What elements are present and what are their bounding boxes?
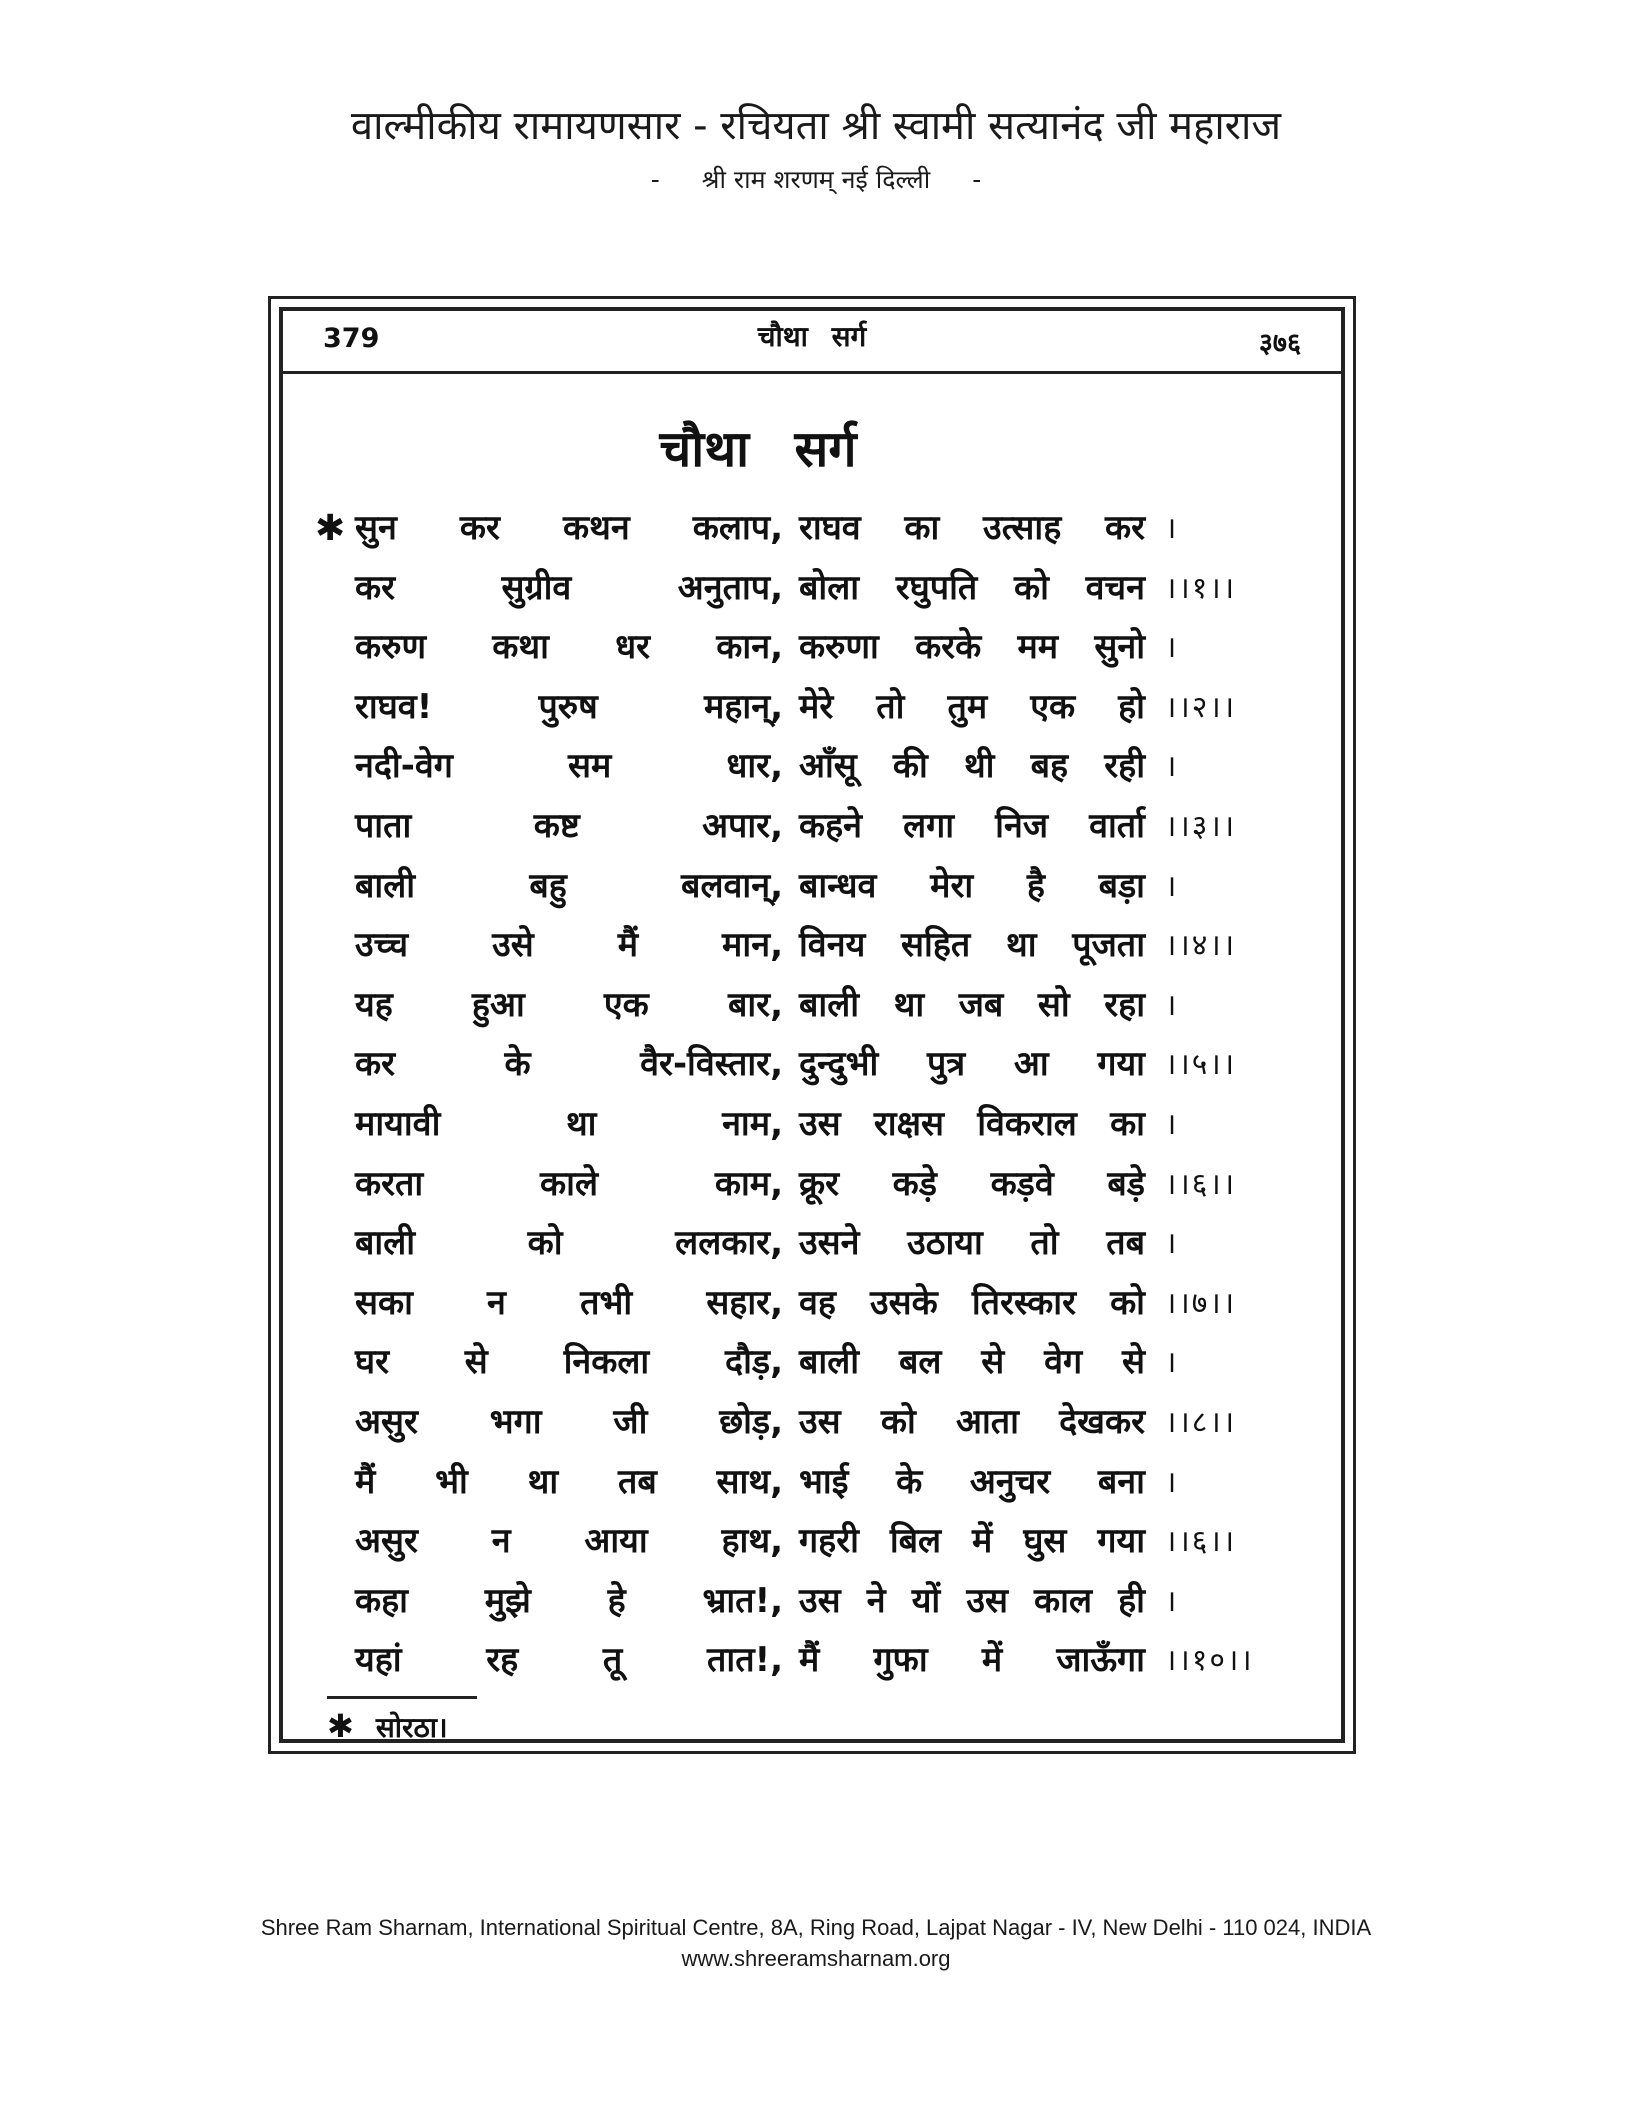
book-subtitle	[0, 160, 1632, 200]
verse-first-half: सका न तभी सहार,	[355, 1282, 783, 1323]
verse-first-half: करता काले काम,	[355, 1163, 783, 1204]
verse-number: ।।६।।	[1165, 1524, 1237, 1560]
footer-website: www.shreeramsharnam.org	[681, 1946, 951, 1971]
verse-line	[315, 737, 1325, 797]
verse-first-half: यहां रह तू तात!,	[355, 1640, 783, 1681]
footnote-divider	[327, 1696, 477, 1699]
footer-address: Shree Ram Sharnam, International Spiritual Centre, 8A, Ring Road, Lajpat Nagar - IV, New Delhi - 110 024, INDIA	[260, 1915, 1372, 1940]
verse-number: ।	[1165, 749, 1179, 785]
verse-number: ।।१।।	[1165, 570, 1237, 606]
verse-line	[315, 916, 1325, 976]
subtitle-dash-right: -	[972, 165, 982, 194]
verse-number: ।	[1165, 630, 1179, 666]
footnote-asterisk-icon: ✱	[327, 1707, 354, 1745]
verse-number: ।	[1165, 1226, 1179, 1262]
verse-first-half: कर के वैर-विस्तार,	[355, 1044, 783, 1085]
verse-number: ।	[1165, 1106, 1179, 1142]
verse-number: ।।६।।	[1165, 1166, 1237, 1202]
verse-first-half: उच्च उसे मैं मान,	[355, 925, 783, 966]
verse-first-half: बाली बहु बलवान्,	[355, 865, 783, 906]
verse-line	[315, 797, 1325, 857]
page-number-arabic: 379	[323, 323, 380, 354]
verse-first-half: घर से निकला दौड़,	[355, 1342, 783, 1383]
verse-number: ।	[1165, 868, 1179, 904]
verse-line	[315, 678, 1325, 738]
running-head	[283, 311, 1341, 374]
verse-line	[315, 618, 1325, 678]
verse-number: ।।४।।	[1165, 928, 1237, 964]
verse-second-half: करुणा करके मम सुनो	[799, 627, 1145, 668]
verse-second-half: उसने उठाया तो तब	[799, 1223, 1145, 1264]
verse-number: ।	[1165, 1464, 1179, 1500]
verse-number: ।	[1165, 1583, 1179, 1619]
verse-line	[315, 1572, 1325, 1632]
verse-second-half: विनय सहित था पूजता	[799, 925, 1145, 966]
verse-line	[315, 976, 1325, 1036]
verse-line	[315, 1512, 1325, 1572]
verse-number: ।।८।।	[1165, 1404, 1237, 1440]
verse-asterisk-icon: ✱	[315, 508, 346, 549]
verse-line	[315, 559, 1325, 619]
page-frame-inner	[279, 307, 1345, 1743]
verse-second-half: क्रूर कड़े कड़वे बड़े	[799, 1163, 1145, 1204]
verse-first-half: सुन कर कथन कलाप,	[355, 508, 783, 548]
verse-line	[315, 1333, 1325, 1393]
verse-first-half: कर सुग्रीव अनुताप,	[355, 567, 783, 608]
verse-number: ।।५।।	[1165, 1047, 1237, 1083]
verse-second-half: कहने लगा निज वार्ता	[799, 805, 1145, 846]
verse-line	[315, 857, 1325, 917]
verse-second-half: भाई के अनुचर बना	[799, 1461, 1145, 1502]
verse-second-half: उस को आता देखकर	[799, 1401, 1145, 1442]
verse-second-half: वह उसके तिरस्कार को	[799, 1282, 1145, 1323]
verse-first-half: राघव! पुरुष महान्,	[355, 686, 783, 727]
chapter-title: चौथा सर्ग	[659, 420, 857, 478]
verse-number: ।	[1165, 987, 1179, 1023]
subtitle-dash-left: -	[650, 165, 660, 194]
verse-list	[315, 499, 1325, 1691]
verse-second-half: गहरी बिल में घुस गया	[799, 1521, 1145, 1562]
verse-first-half: मायावी था नाम,	[355, 1103, 783, 1144]
verse-first-half: असुर भगा जी छोड़,	[355, 1401, 783, 1442]
verse-second-half: राघव का उत्साह कर	[799, 508, 1145, 548]
verse-line	[315, 1393, 1325, 1453]
verse-second-half: बोला रघुपति को वचन	[799, 567, 1145, 608]
subtitle-text: श्री राम शरणम् नई दिल्ली	[701, 165, 931, 194]
verse-line	[315, 1095, 1325, 1155]
verse-first-half: यह हुआ एक बार,	[355, 984, 783, 1025]
verse-second-half: बाली था जब सो रहा	[799, 984, 1145, 1025]
verse-number: ।।२।।	[1165, 689, 1237, 725]
verse-second-half: उस ने यों उस काल ही	[799, 1580, 1145, 1621]
verse-second-half: मेरे तो तुम एक हो	[799, 686, 1145, 727]
verse-first-half: पाता कष्ट अपार,	[355, 805, 783, 846]
verse-number: ।	[1165, 511, 1179, 546]
verse-first-half: करुण कथा धर कान,	[355, 627, 783, 668]
verse-line	[315, 499, 1325, 559]
running-head-chapter: चौथा सर्ग	[757, 320, 867, 353]
verse-line	[315, 1155, 1325, 1215]
verse-line	[315, 1035, 1325, 1095]
verse-second-half: दुन्दुभी पुत्र आ गया	[799, 1044, 1145, 1085]
verse-line	[315, 1274, 1325, 1334]
verse-second-half: मैं गुफा में जाऊँगा	[799, 1640, 1145, 1681]
verse-number: ।।३।।	[1165, 808, 1237, 844]
footnote-text: सोरठा।	[375, 1711, 448, 1744]
verse-number: ।।७।।	[1165, 1285, 1237, 1321]
verse-first-half: नदी-वेग सम धार,	[355, 746, 783, 787]
verse-first-half: बाली को ललकार,	[355, 1223, 783, 1264]
page-footer	[0, 1912, 1632, 1974]
verse-second-half: आँसू की थी बह रही	[799, 746, 1145, 787]
verse-first-half: असुर न आया हाथ,	[355, 1521, 783, 1562]
verse-number: ।।१०।।	[1165, 1643, 1254, 1679]
footnote	[327, 1707, 448, 1746]
verse-line	[315, 1453, 1325, 1513]
verse-second-half: बान्धव मेरा है बड़ा	[799, 865, 1145, 906]
page-number-devanagari: ३७६	[1258, 328, 1301, 359]
verse-first-half: कहा मुझे हे भ्रात!,	[355, 1580, 783, 1621]
page-frame-outer	[268, 296, 1356, 1754]
verse-second-half: उस राक्षस विकराल का	[799, 1103, 1145, 1144]
verse-line	[315, 1214, 1325, 1274]
verse-first-half: मैं भी था तब साथ,	[355, 1461, 783, 1502]
page-header	[0, 100, 1632, 200]
verse-second-half: बाली बल से वेग से	[799, 1342, 1145, 1383]
verse-number: ।	[1165, 1345, 1179, 1381]
book-title: वाल्मीकीय रामायणसार - रचियता श्री स्वामी सत्यानंद जी महाराज	[350, 103, 1282, 149]
verse-line	[315, 1631, 1325, 1691]
